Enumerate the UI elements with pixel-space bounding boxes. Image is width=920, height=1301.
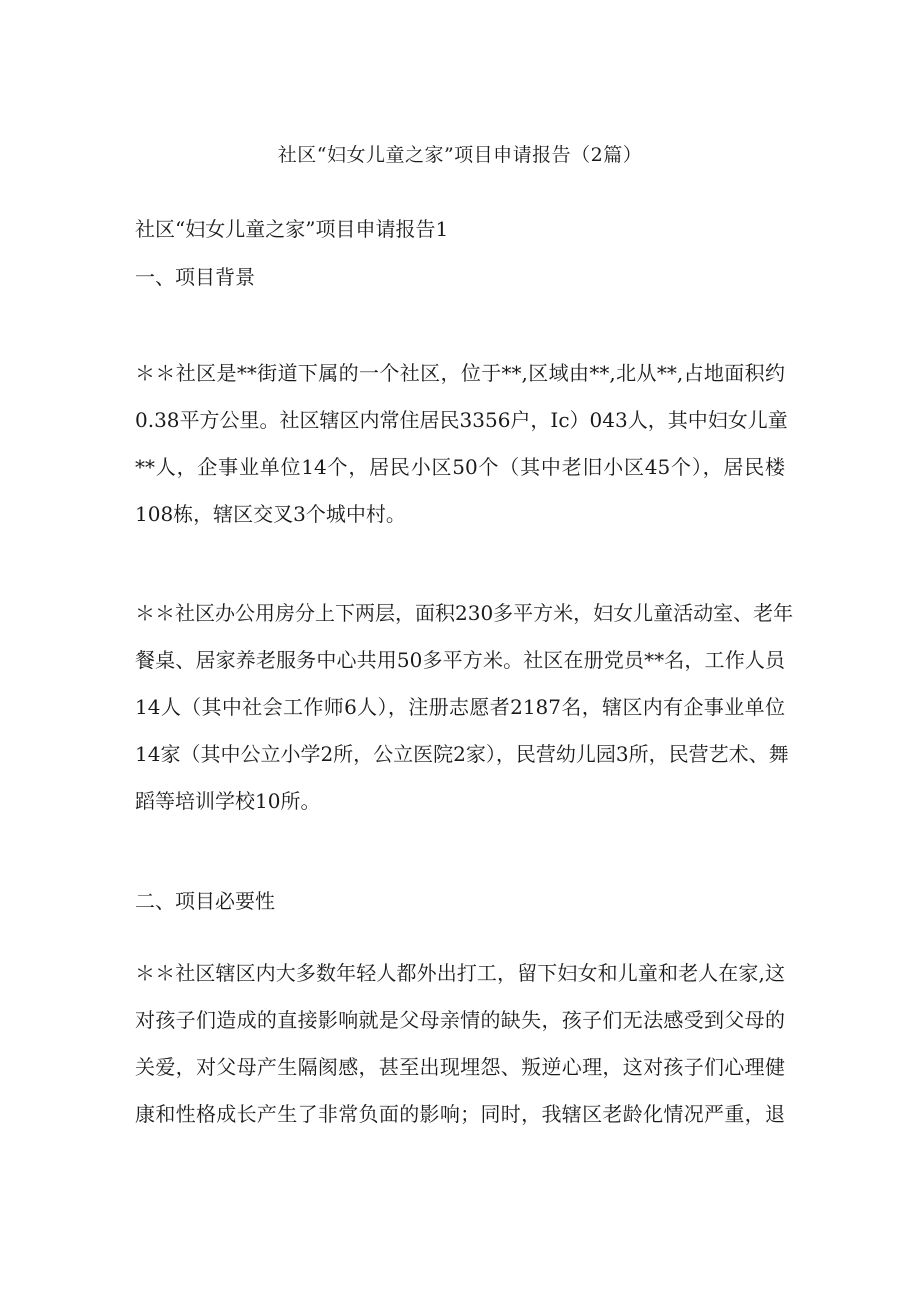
paragraph-line: 康和性格成长产生了非常负面的影响；同时，我辖区老龄化情况严重，退: [135, 1102, 785, 1126]
paragraph-line: 蹈等培训学校10所。: [135, 789, 321, 813]
paragraph-line: ＊＊社区辖区内大多数年轻人都外出打工，留下妇女和儿童和老人在家,这: [135, 961, 785, 985]
paragraph-community-overview: [135, 350, 788, 538]
paragraph-line: 关爱，对父母产生隔阂感，甚至出现埋怨、叛逆心理，这对孩子们心理健: [135, 1055, 785, 1079]
paragraph-line: 108栋，辖区交叉3个城中村。: [135, 502, 406, 526]
paragraph-line: 对孩子们造成的直接影响就是父母亲情的缺失，孩子们无法感受到父母的: [135, 1008, 785, 1032]
section-heading-background: 一、项目背景: [135, 265, 255, 289]
paragraph-office-facilities: [135, 590, 794, 825]
paragraph-line: 14家（其中公立小学2所，公立医院2家），民营幼儿园3所，民营艺术、舞: [135, 742, 789, 766]
paragraph-line: 14人（其中社会工作师6人），注册志愿者2187名，辖区内有企事业单位: [135, 695, 785, 719]
paragraph-line: **人，企事业单位14个，居民小区50个（其中老旧小区45个），居民楼: [135, 455, 785, 479]
paragraph-necessity: [135, 950, 785, 1138]
paragraph-line: 0.38平方公里。社区辖区内常住居民3356户，Ic）043人，其中妇女儿童: [135, 408, 788, 432]
paragraph-line: ＊＊社区办公用房分上下两层，面积230多平方米，妇女儿童活动室、老年: [135, 601, 794, 625]
report-subtitle: 社区“妇女儿童之家”项目申请报告1: [135, 217, 449, 241]
paragraph-line: 餐桌、居家养老服务中心共用50多平方米。社区在册党员**名，工作人员: [135, 648, 785, 672]
paragraph-line: ＊＊社区是**街道下属的一个社区，位于**,区域由**,北从**,占地面积约: [135, 361, 785, 385]
document-title: 社区“妇女儿童之家”项目申请报告（2篇）: [277, 144, 643, 166]
section-heading-necessity: 二、项目必要性: [135, 889, 275, 913]
